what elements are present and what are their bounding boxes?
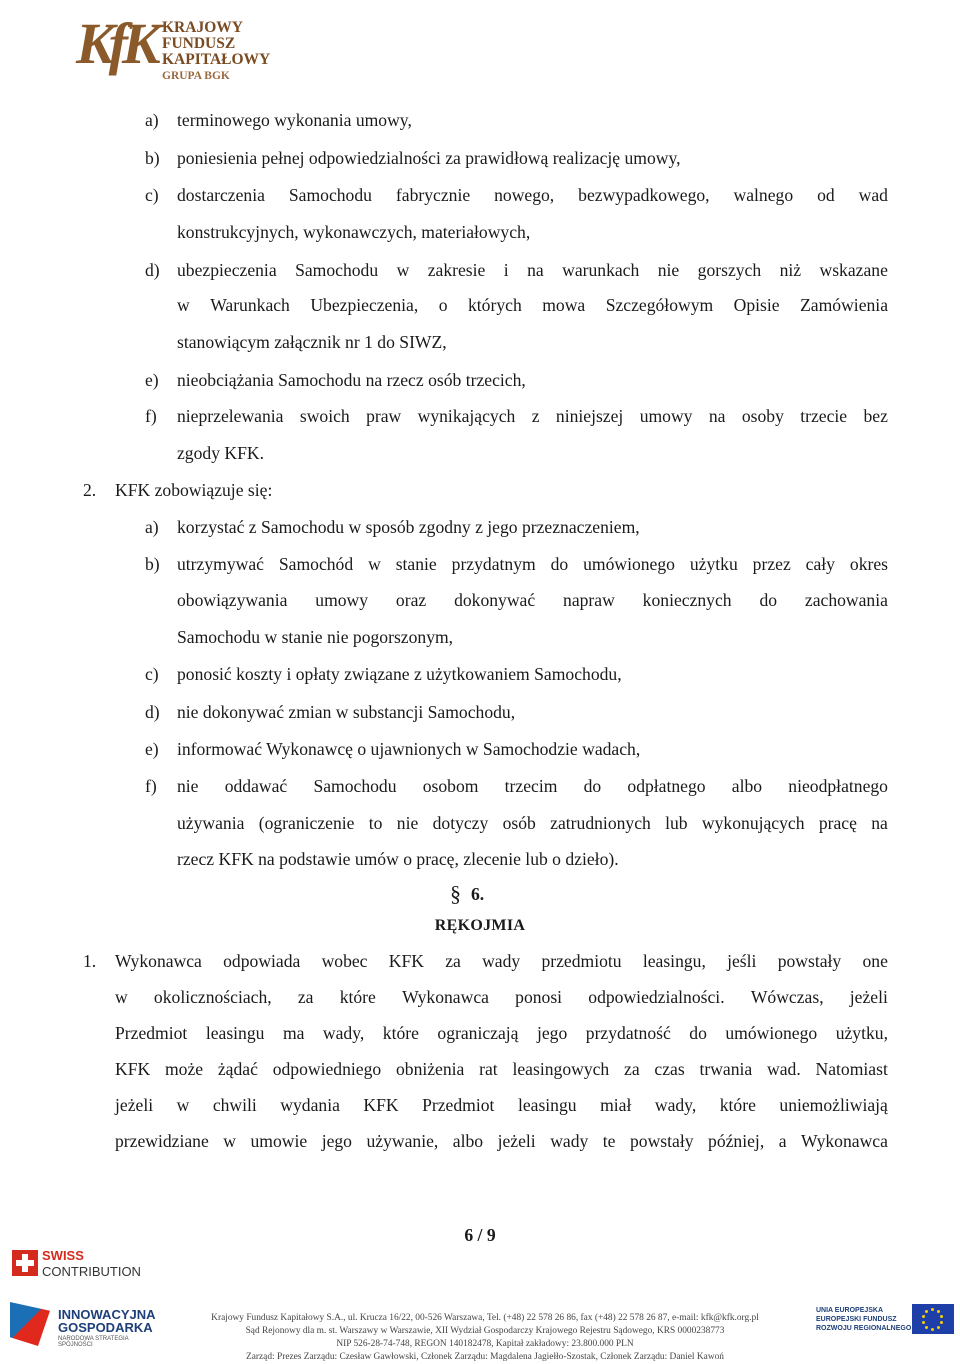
section-3-line2 — [115, 986, 888, 1008]
word: albo — [452, 1131, 484, 1151]
word: ma — [282, 1023, 305, 1043]
list-label: d) — [145, 702, 160, 722]
word: nieodpłatnego — [788, 776, 888, 796]
word: koniecznych — [642, 590, 732, 610]
list1-item-d-line2 — [177, 294, 888, 316]
word: i — [503, 260, 509, 280]
word: w — [396, 260, 410, 280]
kfk-logo — [76, 8, 286, 84]
word: nie — [177, 776, 199, 796]
word: nie — [657, 260, 680, 280]
logo-line-4: GRUPA BGK — [162, 70, 230, 82]
word: od — [817, 185, 835, 205]
word: za — [624, 1059, 640, 1079]
list-label: e) — [145, 370, 159, 390]
word: (ograniczenie — [258, 813, 355, 833]
word: dokonywać — [454, 590, 536, 610]
eu-logo-line-1: UNIA EUROPEJSKA — [816, 1307, 884, 1314]
footer-line-4: Zarząd: Prezes Zarządu: Czesław Gawłowski, Członek Zarządu: Magdalena Jagiełło-Szostak, Członek Zarządu: Daniel Kawoń — [246, 1352, 724, 1362]
list2-item-b-line3: Samochodu w stanie nie pogorszonym, — [177, 627, 454, 647]
list1-item-f-line1 — [177, 405, 888, 427]
word: KFK — [115, 1059, 151, 1079]
word: wady, — [322, 1023, 365, 1043]
word: przydatnym — [451, 554, 536, 574]
word: okolicznościach, — [153, 987, 272, 1007]
word: umowy — [315, 590, 369, 610]
word: nie — [396, 813, 419, 833]
word: które — [719, 1095, 756, 1115]
word: które — [339, 987, 376, 1007]
word: żądać — [217, 1059, 258, 1079]
list2-item-b-line2 — [177, 589, 888, 611]
word: wad. — [767, 1059, 801, 1079]
innowacyjna-gospodarka-logo — [10, 1302, 160, 1352]
word: osobom — [422, 776, 479, 796]
word: oraz — [395, 590, 427, 610]
word: czas — [654, 1059, 685, 1079]
list-label: b) — [145, 554, 160, 574]
word: lub — [665, 813, 688, 833]
word: powstały — [777, 951, 842, 971]
section-3-line5 — [115, 1094, 888, 1116]
word: stanie — [395, 554, 437, 574]
word: ubezpieczenia — [177, 260, 277, 280]
list-label: a) — [145, 110, 159, 130]
word: KFK — [388, 951, 424, 971]
word: a — [778, 1131, 787, 1151]
list2-item-b-label — [145, 553, 160, 575]
word: umówionego — [725, 1023, 818, 1043]
word: zatrudnionych — [550, 813, 651, 833]
word: na — [527, 260, 544, 280]
section-3-line3 — [115, 1022, 888, 1044]
list2-item-f-line2 — [177, 812, 888, 834]
word: do — [689, 1023, 707, 1043]
word: utrzymywać — [177, 554, 264, 574]
word: Przedmiot — [115, 1023, 188, 1043]
word: na — [708, 406, 726, 426]
footer-line-3: NIP 526-28-74-748, REGON 140182478, Kapitał zakładowy: 23.800.000 PLN — [336, 1339, 634, 1349]
word: ograniczają — [437, 1023, 519, 1043]
paragraph-number: 6. — [471, 884, 485, 904]
list2-item-f-line3: rzecz KFK na podstawie umów o pracę, zlecenie lub o dzieło). — [177, 849, 619, 869]
word: wobec — [321, 951, 368, 971]
word: z — [531, 406, 540, 426]
word: umowy — [639, 406, 693, 426]
list-label: f) — [145, 406, 157, 426]
word: odpowiedniego — [272, 1059, 382, 1079]
word: przedmiotu — [541, 951, 622, 971]
word: warunkach — [562, 260, 640, 280]
list-text: nieobciążania Samochodu na rzecz osób trzecich, — [177, 370, 526, 390]
word: albo — [731, 776, 763, 796]
word: fabrycznie — [395, 185, 471, 205]
word: Samochodu — [295, 260, 379, 280]
word: KFK — [363, 1095, 399, 1115]
word: o — [438, 295, 448, 315]
section-heading: RĘKOJMIA — [434, 917, 526, 934]
word: Samochodu — [313, 776, 397, 796]
list-label: f) — [145, 776, 157, 796]
word: swoich — [299, 406, 350, 426]
list-text: informować Wykonawcę o ujawnionych w Samochodzie wadach, — [177, 739, 641, 759]
list-label: b) — [145, 148, 160, 168]
word: w — [115, 987, 128, 1007]
eu-logo-line-3: ROZWOJU REGIONALNEGO — [816, 1325, 912, 1332]
word: odpłatnego — [627, 776, 706, 796]
section-3-line6 — [115, 1130, 888, 1152]
word: Warunkach — [210, 295, 290, 315]
word: których — [468, 295, 522, 315]
word: gorszych — [697, 260, 762, 280]
word: przydatność — [585, 1023, 671, 1043]
word: cały — [805, 554, 835, 574]
word: obowiązywania — [177, 590, 288, 610]
word: te — [602, 1131, 616, 1151]
logo-line-1: KRAJOWY — [162, 19, 243, 36]
word: używanie, — [366, 1131, 439, 1151]
word: do — [583, 776, 602, 796]
word: na — [871, 813, 888, 833]
word: obniżenia — [395, 1059, 465, 1079]
list1-item-f-line2: zgody KFK. — [177, 443, 264, 463]
word: Wykonawca — [402, 987, 489, 1007]
ig-mark-icon — [10, 1302, 50, 1346]
word: napraw — [563, 590, 615, 610]
word: Wykonawca — [115, 951, 202, 971]
list1-item-d-line3: stanowiącym załącznik nr 1 do SIWZ, — [177, 332, 447, 352]
word: do — [550, 554, 569, 574]
word: jeśli — [727, 951, 757, 971]
word: później, — [708, 1131, 765, 1151]
word: jego — [321, 1131, 352, 1151]
word: jeżeli — [849, 987, 888, 1007]
ig-logo-line-3: NARODOWA STRATEGIA SPÓJNOŚCI — [58, 1336, 129, 1348]
logo-text — [162, 20, 270, 84]
word: powstały — [630, 1131, 694, 1151]
word: jeżeli — [497, 1131, 536, 1151]
word: które — [382, 1023, 419, 1043]
word: umowie — [250, 1131, 308, 1151]
list-label: c) — [145, 185, 159, 205]
word: Wówczas, — [750, 987, 824, 1007]
word: wskazane — [819, 260, 888, 280]
list-label: e) — [145, 739, 159, 759]
word: trzecie — [800, 406, 848, 426]
eu-fund-logo — [816, 1304, 956, 1344]
word: odpowiedzialności. — [588, 987, 725, 1007]
ig-logo-line-2: GOSPODARKA — [58, 1320, 153, 1335]
word: Opisie — [733, 295, 780, 315]
list1-item-c-label — [145, 184, 159, 206]
word: dotyczy — [432, 813, 489, 833]
footer-line-1: Krajowy Fundusz Kapitałowy S.A., ul. Krucza 16/22, 00-526 Warszawa, Tel. (+48) 22 578 26 86, fax (+48) 22 578 26 87, e-mail: kfk@kfk.org.pl — [211, 1313, 759, 1323]
word: osób — [502, 813, 536, 833]
word: Samochód — [278, 554, 354, 574]
word: Ubezpieczenia, — [310, 295, 419, 315]
word: Natomiast — [815, 1059, 888, 1079]
word: osoby — [741, 406, 784, 426]
word: za — [445, 951, 461, 971]
word: Przedmiot — [422, 1095, 495, 1115]
list1-item-c-line2: konstrukcyjnych, wykonawczych, materiałowych, — [177, 222, 531, 242]
word: wykonujących — [701, 813, 805, 833]
eu-flag-icon — [912, 1304, 954, 1334]
word: jeżeli — [115, 1095, 154, 1115]
swiss-logo-line-2: CONTRIBUTION — [42, 1264, 141, 1279]
word: praw — [366, 406, 402, 426]
word: wady — [550, 1131, 589, 1151]
list1-item-f-label — [145, 405, 157, 427]
word: mowa — [542, 295, 586, 315]
word: pracę — [818, 813, 857, 833]
section-text: KFK zobowiązuje się: — [115, 480, 273, 500]
list2-item-f-label — [145, 775, 157, 797]
word: oddawać — [224, 776, 288, 796]
word: wynikających — [417, 406, 516, 426]
logo-line-2: FUNDUSZ — [162, 35, 236, 52]
word: Zamówienia — [800, 295, 888, 315]
list2-item-b-line1 — [177, 553, 888, 575]
section-3-line1 — [115, 950, 888, 972]
word: w — [177, 295, 190, 315]
word: niż — [779, 260, 802, 280]
word: jego — [536, 1023, 568, 1043]
swiss-contribution-logo — [12, 1248, 142, 1282]
word: to — [368, 813, 383, 833]
word: w — [368, 554, 381, 574]
word: może — [164, 1059, 204, 1079]
word: użytku, — [835, 1023, 888, 1043]
word: umówionego — [583, 554, 675, 574]
logo-line-3: KAPITAŁOWY — [162, 51, 271, 68]
word: odpowiada — [223, 951, 301, 971]
swiss-flag-icon — [12, 1250, 38, 1276]
word: wady, — [654, 1095, 697, 1115]
list2-item-f-line1 — [177, 775, 888, 797]
list1-item-c-line1 — [177, 184, 888, 206]
list1-item-d-line1 — [177, 259, 888, 281]
word: niniejszej — [555, 406, 624, 426]
list-text: ponosić koszty i opłaty związane z użytkowaniem Samochodu, — [177, 664, 622, 684]
word: trwania — [699, 1059, 753, 1079]
list-text: korzystać z Samochodu w sposób zgodny z jego przeznaczeniem, — [177, 517, 640, 537]
word: trzecim — [504, 776, 558, 796]
word: leasingu, — [642, 951, 706, 971]
word: bez — [863, 406, 888, 426]
word: nieprzelewania — [177, 406, 284, 426]
word: Wykonawca — [801, 1131, 888, 1151]
word: miał — [600, 1095, 632, 1115]
swiss-logo-line-1: SWISS — [42, 1248, 84, 1263]
word: zakresie — [427, 260, 486, 280]
ig-logo-text — [58, 1308, 156, 1334]
list-label: a) — [145, 517, 159, 537]
word: wydania — [280, 1095, 340, 1115]
list-label: d) — [145, 260, 160, 280]
word: w — [176, 1095, 190, 1115]
word: przewidziane — [115, 1131, 209, 1151]
word: wady — [482, 951, 521, 971]
ig-logo-line-1: INNOWACYJNA — [58, 1307, 156, 1322]
word: leasingu — [205, 1023, 265, 1043]
list-text: poniesienia pełnej odpowiedzialności za prawidłową realizację umowy, — [177, 148, 681, 168]
section-3-number: 1. — [83, 951, 97, 971]
word: zachowania — [804, 590, 888, 610]
section-3-line4 — [115, 1058, 888, 1080]
word: bezwypadkowego, — [578, 185, 710, 205]
footer-line-2: Sąd Rejonowy dla m. st. Warszawy w Warszawie, XII Wydział Gospodarczy Krajowego Rejestru Sądowego, KRS 0000238773 — [245, 1326, 725, 1336]
section-number: 2. — [83, 480, 97, 500]
list-label: c) — [145, 664, 159, 684]
word: rat — [479, 1059, 498, 1079]
word: Samochodu — [288, 185, 372, 205]
list-text: nie dokonywać zmian w substancji Samochodu, — [177, 702, 516, 722]
word: okres — [849, 554, 888, 574]
word: leasingowych — [512, 1059, 610, 1079]
word: w — [223, 1131, 236, 1151]
list1-item-d-label — [145, 259, 160, 281]
page-number: 6 / 9 — [464, 1225, 496, 1245]
word: używania — [177, 813, 245, 833]
eu-logo-line-2: EUROPEJSKI FUNDUSZ — [816, 1316, 897, 1323]
word: wad — [858, 185, 888, 205]
eu-logo-text — [816, 1306, 911, 1333]
word: walnego — [733, 185, 794, 205]
word: nowego, — [494, 185, 555, 205]
word: Szczegółowym — [605, 295, 714, 315]
kfk-monogram-icon: KfK — [76, 11, 155, 76]
word: one — [862, 951, 888, 971]
paragraph-symbol: § — [450, 881, 461, 906]
company-footer — [170, 1312, 800, 1364]
word: ponosi — [515, 987, 563, 1007]
list-text: terminowego wykonania umowy, — [177, 110, 412, 130]
word: przez — [752, 554, 791, 574]
word: dostarczenia — [177, 185, 265, 205]
word: za — [297, 987, 314, 1007]
word: uniemożliwiają — [779, 1095, 888, 1115]
word: chwili — [212, 1095, 257, 1115]
word: leasingu — [517, 1095, 577, 1115]
word: użytku — [689, 554, 738, 574]
word: do — [759, 590, 778, 610]
